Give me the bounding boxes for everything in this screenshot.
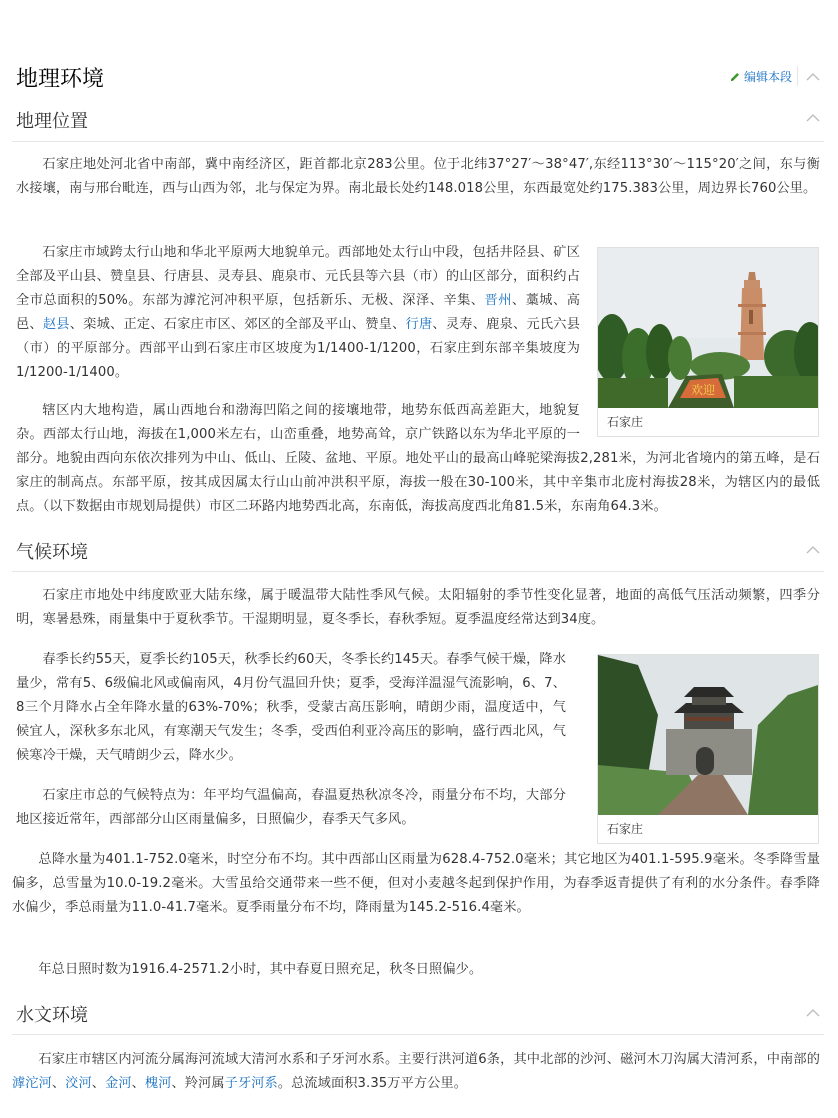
gate-tower-photo <box>598 655 818 815</box>
paragraph: 年总日照时数为1916.4-2571.2小时，其中春夏日照充足，秋冬日照偏少。 <box>38 962 483 977</box>
edit-section-button[interactable] <box>729 68 792 85</box>
link-hutuo-river[interactable]: 滹沱河 <box>12 1076 52 1091</box>
chevron-up-icon[interactable] <box>806 72 820 82</box>
link-zhaoxian[interactable]: 赵县 <box>42 317 70 332</box>
page-title: 地理环境 <box>16 67 105 92</box>
link-jin-river[interactable]: 金河 <box>105 1076 132 1091</box>
figure-caption: 石家庄 <box>607 822 644 836</box>
figure-gate-tower[interactable] <box>597 654 819 844</box>
paragraph: 春季长约55天，夏季长约105天，秋季长约60天，冬季长约145天。春季气候干燥，降水量少，常有5、6级偏北风或偏南风，4月份气温回升快；夏季，受海洋温湿气流影响，6、7、8三个月降水占全年降水量的63%-70%；秋季，受蒙古高压影响，晴朗少雨，温度适中，气候宜人，深秋多东北风，有寒潮天气发生；冬季，受西伯利亚冷高压的影响，盛行西北风，气候寒冷干燥，天气晴朗少云，降水少。 <box>16 652 566 763</box>
section-divider <box>12 1034 824 1035</box>
welcome-sign: 欢迎 <box>690 383 716 397</box>
paragraph: 总降水量为401.1-752.0毫米，时空分布不均。其中西部山区雨量为628.4-752.0毫米；其它地区为401.1-595.9毫米。冬季降雪量偏多，总雪量为10.0-19.2毫米。大雪虽给交通带来一些不便，但对小麦越冬起到保护作用，为春季返青提供了有利的水分条件。春季降水偏少，季总雨量为11.0-41.7毫米。夏季雨量分布不均，降雨量为145.2-516.4毫米。 <box>12 852 820 915</box>
paragraph: 石家庄市辖区内河流分属海河流域大清河水系和子牙河水系。主要行洪河道6条，其中北部的沙河、磁河木刀沟属大清河系，中南部的滹沱河、洨河、金河、槐河、羚河属子牙河系。总流域面积3.35万平方公里。 <box>12 1052 820 1091</box>
section-heading-location: 地理位置 <box>16 111 88 132</box>
paragraph: 石家庄市地处中纬度欧亚大陆东缘，属于暖温带大陆性季风气候。太阳辐射的季节性变化显著，地面的高低气压活动频繁，四季分明，寒暑悬殊，雨量集中于夏秋季节。干湿期明显，夏冬季长，春秋季短。夏季温度经常达到34度。 <box>16 588 820 627</box>
section-divider <box>12 141 824 142</box>
tower-photo <box>598 248 818 408</box>
link-xingtang[interactable]: 行唐 <box>405 317 433 332</box>
paragraph: 石家庄市域跨太行山地和华北平原两大地貌单元。西部地处太行山中段，包括井陉县、矿区全部及平山县、赞皇县、行唐县、灵寿县、鹿泉市、元氏县等六县（市）的山区部分，面积约占全市总面积的50%。东部为滹沱河冲积平原，包括新乐、无极、深泽、辛集、晋州、藁城、高邑、赵县、栾城、正定、石家庄市区、郊区的全部及平山、赞皇、行唐、灵寿、鹿泉、元氏六县（市）的平原部分。西部平山到石家庄市区坡度为1/1400-1/1200，石家庄到东部辛集坡度为1/1200-1/1400。 <box>16 245 581 380</box>
pencil-icon <box>729 71 741 83</box>
section-heading-climate: 气候环境 <box>16 542 88 563</box>
edit-section-label: 编辑本段 <box>743 70 792 84</box>
chevron-up-icon[interactable] <box>806 113 820 123</box>
section-heading-hydrology: 水文环境 <box>16 1005 88 1026</box>
divider <box>797 66 798 86</box>
link-ziya-river-system[interactable]: 子牙河系 <box>224 1076 278 1091</box>
chevron-up-icon[interactable] <box>806 545 820 555</box>
chevron-up-icon[interactable] <box>806 1008 820 1018</box>
paragraph: 石家庄地处河北省中南部，冀中南经济区，距首都北京283公里。位于北纬37°27′～38°47′,东经113°30′～115°20′之间，东与衡水接壤，南与邢台毗连，西与山西为邻，北与保定为界。南北最长处约148.018公里，东西最宽处约175.383公里，周边界长760公里。 <box>16 157 820 196</box>
link-huai-river[interactable]: 槐河 <box>144 1076 172 1091</box>
figure-tower[interactable] <box>597 247 819 437</box>
paragraph: 石家庄市总的气候特点为：年平均气温偏高，春温夏热秋凉冬冷，雨量分布不均，大部分地区接近常年，西部部分山区雨量偏多，日照偏少，春季天气多风。 <box>16 788 566 827</box>
link-jinzhou[interactable]: 晋州 <box>484 293 512 308</box>
link-xiao-river[interactable]: 洨河 <box>65 1076 92 1091</box>
section-divider <box>12 571 824 572</box>
paragraph: 辖区内大地构造，属山西地台和渤海凹陷之间的接壤地带，地势东低西高差距大，地貌复杂。西部太行山地，海拔在1,000米左右，山峦重叠，地势高耸，京广铁路以东为华北平原的一部分。地貌由西向东依次排列为中山、低山、丘陵、盆地、平原。地处平山的最高山峰驼梁海拔2,281米，为河北省境内的第五峰，是石家庄的制高点。东部平原，按其成因属太行山山前冲洪积平原，海拔一般在30-100米，其中辛集市北庞村海拔28米，为辖区内的最低点。（以下数据由市规划局提供）市区二环路内地势西北高，东南低，海拔高度西北角81.5米，东南角64.3米。 <box>16 403 820 514</box>
figure-caption: 石家庄 <box>607 415 644 429</box>
